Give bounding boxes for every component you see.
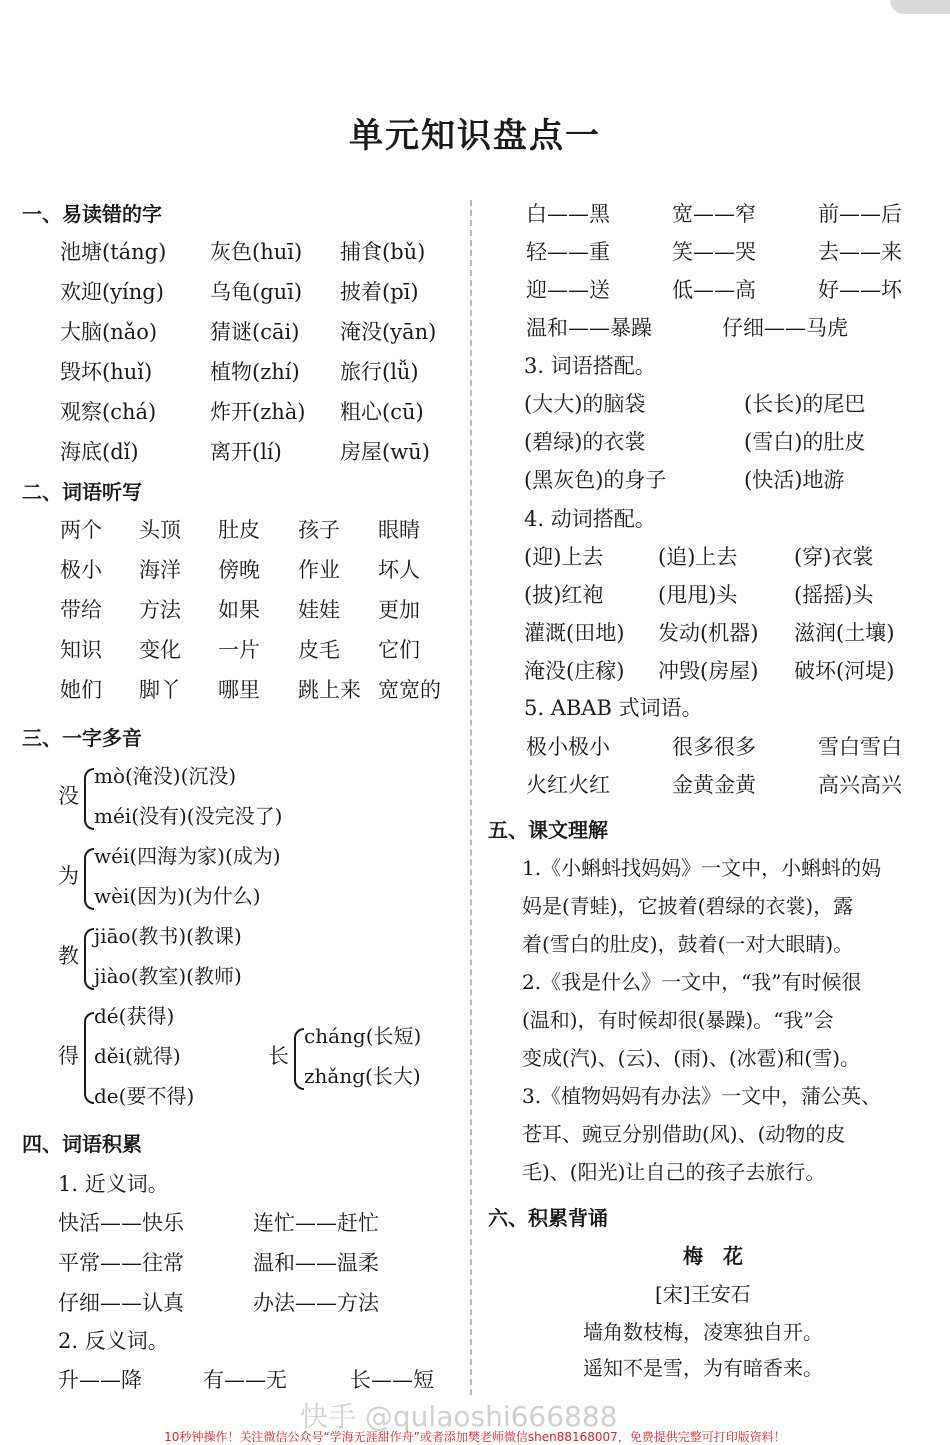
poly-char-wei: 为 [58,864,79,888]
dictation-word: 海洋 [139,558,181,582]
synonym-pair: 连忙——赶忙 [253,1211,379,1235]
column-divider [470,200,472,1395]
collocation-item: (长长)的尾巴 [744,392,866,416]
antonym-pair: 前——后 [818,202,902,226]
verb-collocation-item: 灌溉(田地) [524,621,625,645]
dictation-word: 变化 [139,638,181,662]
comprehension-line: (温和)，有时候却很(暴躁)。“我”会 [522,1008,834,1032]
char-pinyin-item: 大脑(nǎo) [60,320,158,344]
char-pinyin-item: 植物(zhí) [210,360,300,384]
antonym-pair: 轻——重 [526,240,610,264]
antonyms-label: 2. 反义词。 [58,1329,169,1353]
char-pinyin-item: 离开(lí) [210,440,282,464]
antonym-pair: 迎——送 [526,278,610,302]
poly-reading: wéi(四海为家)(成为) [94,844,281,868]
verb-collocation-item: (披)红袍 [524,583,604,607]
dictation-word: 带给 [60,598,102,622]
comprehension-line: 着(雪白的肚皮)，鼓着(一对大眼睛)。 [522,932,854,956]
antonym-pair: 宽——窄 [672,202,756,226]
poly-reading: de(要不得) [94,1084,195,1108]
abab-word: 金黄金黄 [672,773,756,797]
poly-reading: jiào(教室)(教师) [94,964,242,988]
antonym-pair: 仔细——马虎 [722,316,848,340]
collocation-item: (雪白)的肚皮 [744,430,866,454]
dictation-word: 脚丫 [139,678,181,702]
footer-notice: 10秒钟操作！关注微信公众号“学海无涯甜作舟”或者添加樊老师微信shen88168007，免费提供完整可打印版资料！ [164,1430,786,1444]
comprehension-line: 变成(汽)、(云)、(雨)、(冰雹)和(雪)。 [522,1046,861,1070]
antonym-pair: 低——高 [672,278,756,302]
collocation-item: (碧绿)的衣裳 [524,430,646,454]
dictation-word: 哪里 [218,678,260,702]
comprehension-line: 苍耳、豌豆分别借助(风)、(动物的皮 [522,1122,846,1146]
verb-collocation-item: (追)上去 [658,545,738,569]
abab-word: 很多很多 [672,735,756,759]
verb-collocation-item: (穿)衣裳 [794,545,874,569]
poly-reading: zhǎng(长大) [304,1064,421,1088]
dictation-word: 更加 [378,598,420,622]
brace [84,848,94,910]
comprehension-line: 1.《小蝌蚪找妈妈》一文中，小蝌蚪的妈 [522,856,882,880]
dictation-word: 孩子 [298,518,340,542]
dictation-word: 如果 [218,598,260,622]
synonyms-label: 1. 近义词。 [58,1172,169,1196]
dictation-word: 极小 [60,558,102,582]
verb-collocation-item: 破坏(河堤) [794,659,895,683]
dictation-word: 方法 [139,598,181,622]
char-pinyin-item: 乌龟(guī) [210,280,303,304]
section-2-heading: 二、词语听写 [22,480,142,504]
synonym-pair: 仔细——认真 [58,1291,184,1315]
char-pinyin-item: 灰色(huī) [210,240,303,264]
dictation-word: 傍晚 [218,558,260,582]
dictation-word: 知识 [60,638,102,662]
section-4-heading: 四、词语积累 [22,1132,142,1156]
verb-collocation-item: 发动(机器) [658,621,759,645]
char-pinyin-item: 炸开(zhà) [210,400,306,424]
verb-collocation-item: (摇摇)头 [794,583,874,607]
poly-char-jiao: 教 [58,944,79,968]
poly-reading: dé(获得) [94,1004,175,1028]
section-6-heading: 六、积累背诵 [488,1206,608,1230]
section-5-heading: 五、课文理解 [488,818,608,842]
synonym-pair: 快活——快乐 [58,1211,184,1235]
dictation-word: 肚皮 [218,518,260,542]
brace [84,768,94,830]
verb-collocation-label: 4. 动词搭配。 [524,507,656,531]
poly-reading: méi(没有)(没完没了) [94,804,283,828]
antonym-pair: 升——降 [58,1368,142,1392]
dictation-word: 跳上来 [298,678,361,702]
char-pinyin-item: 房屋(wū) [340,440,430,464]
brace [84,1012,94,1104]
watermark-text: 快手 @qulaoshi666888 [300,1400,618,1433]
collocation-item: (快活)地游 [744,468,845,492]
abab-word: 高兴高兴 [818,773,902,797]
dictation-word: 作业 [298,558,340,582]
antonym-pair: 好——坏 [818,278,902,302]
antonym-pair: 去——来 [818,240,902,264]
verb-collocation-item: 冲毁(房屋) [658,659,759,683]
abab-word: 火红火红 [526,773,610,797]
synonym-pair: 温和——温柔 [253,1251,379,1275]
collocation-label: 3. 词语搭配。 [524,354,656,378]
synonym-pair: 平常——往常 [58,1251,184,1275]
poem-author: [宋]王安石 [655,1282,751,1306]
abab-label: 5. ABAB 式词语。 [524,696,703,720]
char-pinyin-item: 淹没(yān) [340,320,437,344]
verb-collocation-item: 滋润(土壤) [794,621,895,645]
brace [84,928,94,990]
char-pinyin-item: 粗心(cū) [340,400,424,424]
char-pinyin-item: 捕食(bǔ) [340,240,426,264]
char-pinyin-item: 欢迎(yíng) [60,280,164,304]
abab-word: 极小极小 [526,735,610,759]
poly-reading: cháng(长短) [304,1024,422,1048]
verb-collocation-item: (甩甩)头 [658,583,738,607]
comprehension-line: 妈是(青蛙)，它披着(碧绿的衣裳)，露 [522,894,854,918]
antonym-pair: 笑——哭 [672,240,756,264]
poly-char-chang: 长 [268,1044,289,1068]
char-pinyin-item: 披着(pī) [340,280,419,304]
dictation-word: 眼睛 [378,518,420,542]
dictation-word: 她们 [60,678,102,702]
poem-title: 梅 花 [683,1244,743,1268]
synonym-pair: 办法——方法 [253,1291,379,1315]
poly-char-de: 得 [58,1044,79,1068]
verb-collocation-item: (迎)上去 [524,545,604,569]
abab-word: 雪白雪白 [818,735,902,759]
dictation-word: 一片 [218,638,260,662]
collocation-item: (大大)的脑袋 [524,392,646,416]
poem-line: 遥知不是雪，为有暗香来。 [583,1356,823,1380]
antonym-pair: 长——短 [350,1368,434,1392]
poem-line: 墙角数枝梅，凌寒独自开。 [583,1320,823,1344]
corner-shade [890,0,950,14]
dictation-word: 两个 [60,518,102,542]
char-pinyin-item: 毁坏(huǐ) [60,360,153,384]
dictation-word: 坏人 [378,558,420,582]
comprehension-line: 2.《我是什么》一文中，“我”有时候很 [522,970,862,994]
antonym-pair: 白——黑 [526,202,610,226]
char-pinyin-item: 池塘(táng) [60,240,167,264]
dictation-word: 它们 [378,638,420,662]
comprehension-line: 毛)、(阳光)让自己的孩子去旅行。 [522,1160,826,1184]
dictation-word: 娃娃 [298,598,340,622]
poly-reading: wèi(因为)(为什么) [94,884,261,908]
poly-reading: jiāo(教书)(教课) [94,924,242,948]
antonym-pair: 有——无 [203,1368,287,1392]
section-3-heading: 三、一字多音 [22,726,142,750]
page-title: 单元知识盘点一 [349,116,601,156]
poly-reading: děi(就得) [94,1044,181,1068]
char-pinyin-item: 旅行(lǚ) [340,360,419,384]
char-pinyin-item: 观察(chá) [60,400,157,424]
collocation-item: (黑灰色)的身子 [524,468,667,492]
section-1-heading: 一、易读错的字 [22,202,162,226]
poly-reading: mò(淹没)(沉没) [94,764,237,788]
verb-collocation-item: 淹没(庄稼) [524,659,625,683]
char-pinyin-item: 海底(dǐ) [60,440,139,464]
char-pinyin-item: 猜谜(cāi) [210,320,300,344]
dictation-word: 头顶 [139,518,181,542]
comprehension-line: 3.《植物妈妈有办法》一文中，蒲公英、 [522,1084,882,1108]
antonym-pair: 温和——暴躁 [526,316,652,340]
dictation-word: 宽宽的 [378,678,441,702]
brace [294,1028,304,1090]
dictation-word: 皮毛 [298,638,340,662]
poly-char-mei: 没 [58,784,79,808]
